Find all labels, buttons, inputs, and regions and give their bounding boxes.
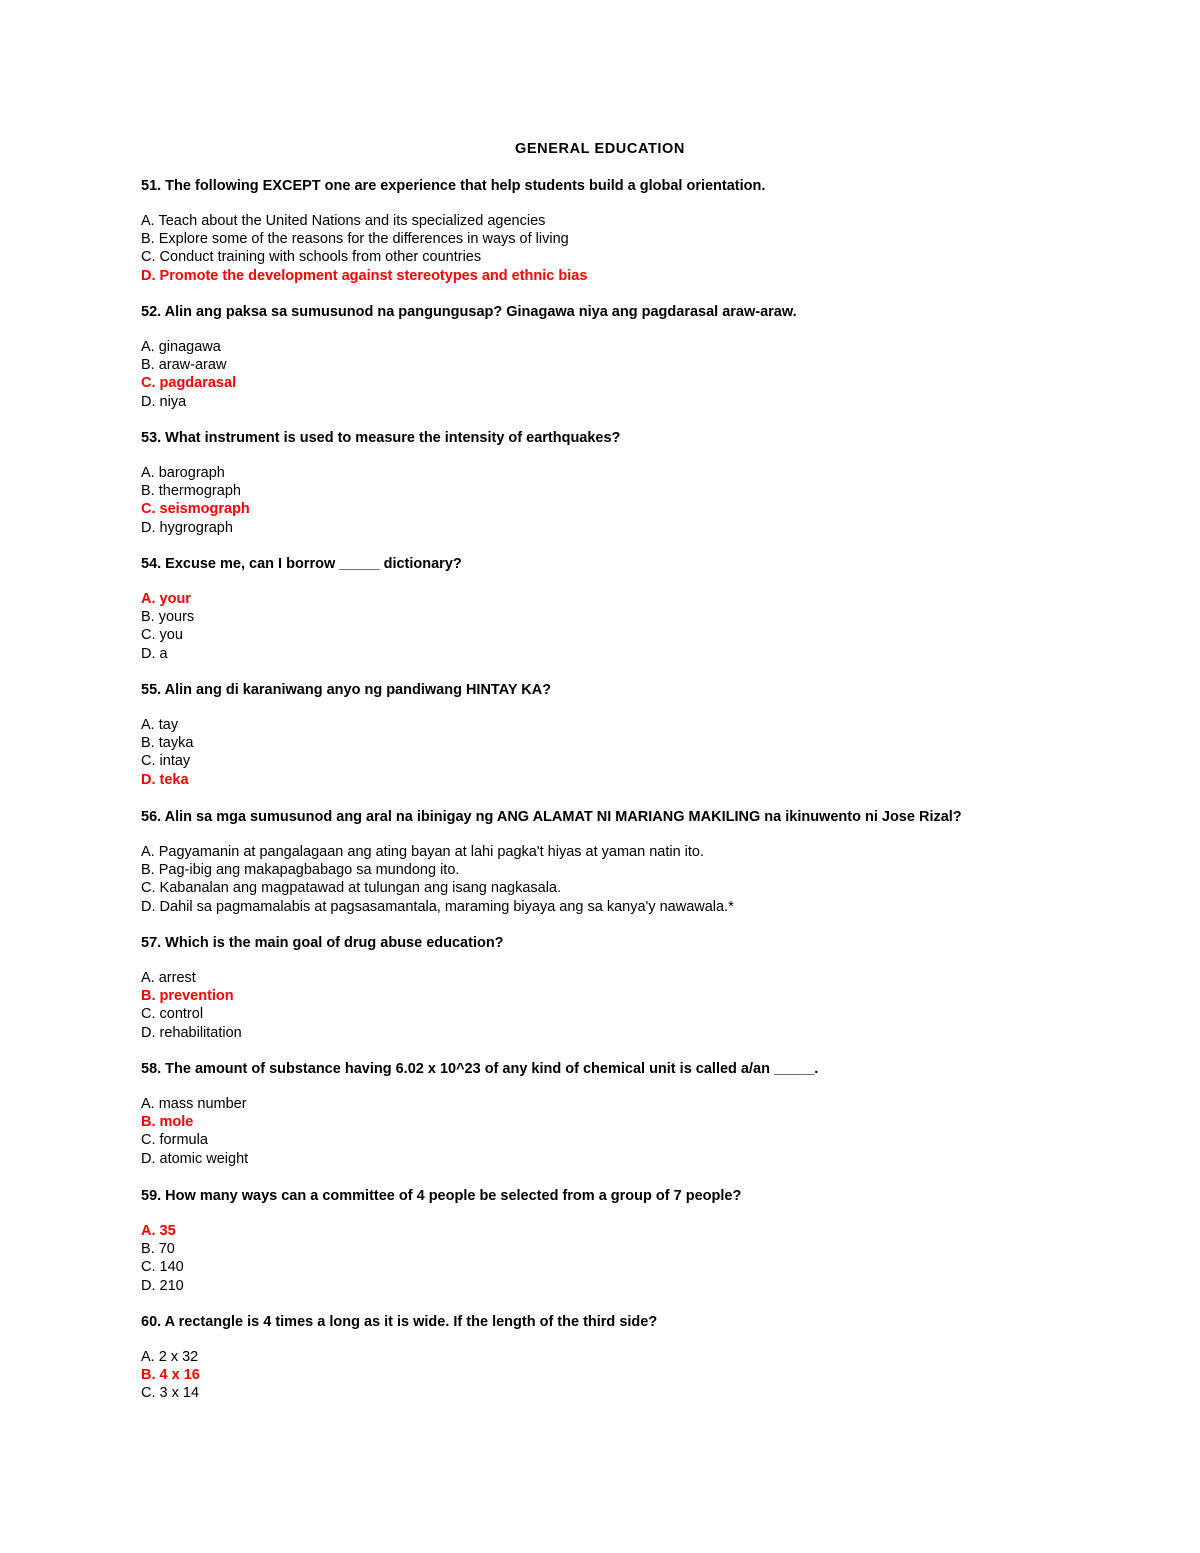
correct-answer-choice: C. pagdarasal [141, 375, 237, 392]
choice-list [141, 464, 1101, 537]
answer-choice: A. Pagyamanin at pangalagaan ang ating bayan at lahi pagka't hiyas at yaman natin ito. [141, 844, 705, 860]
answer-choice: B. Explore some of the reasons for the differences in ways of living [141, 231, 569, 248]
choice-list [141, 1348, 1101, 1403]
question-text: 59. How many ways can a committee of 4 people be selected from a group of 7 people? [141, 1188, 742, 1204]
question-text: 60. A rectangle is 4 times a long as it is wide. If the length of the third side? [141, 1314, 658, 1330]
correct-answer-choice: D. Promote the development against stereotypes and ethnic bias [141, 267, 588, 284]
answer-choice: C. you [141, 627, 183, 644]
question-text: 56. Alin sa mga sumusunod ang aral na ibinigay ng ANG ALAMAT NI MARIANG MAKILING na ikinuwento ni Jose Rizal? [141, 809, 962, 825]
answer-choice: A. tay [141, 717, 179, 733]
question-block [141, 933, 1101, 1042]
correct-answer-choice: B. mole [141, 1114, 194, 1131]
question-block [141, 302, 1101, 411]
answer-choice: A. arrest [141, 970, 196, 986]
choice-list [141, 338, 1101, 411]
answer-choice: A. Teach about the United Nations and its specialized agencies [141, 213, 546, 229]
answer-choice: C. formula [141, 1132, 208, 1149]
question-block [141, 1186, 1101, 1295]
page-title: GENERAL EDUCATION [515, 141, 685, 157]
question-text: 57. Which is the main goal of drug abuse education? [141, 935, 504, 951]
correct-answer-choice: B. 4 x 16 [141, 1367, 200, 1384]
answer-choice: D. hygrograph [141, 519, 233, 536]
choice-list [141, 969, 1101, 1042]
answer-choice: B. yours [141, 609, 195, 626]
question-block [141, 428, 1101, 537]
question-text: 58. The amount of substance having 6.02 x 10^23 of any kind of chemical unit is called a/an _____. [141, 1061, 819, 1077]
answer-choice: B. Pag-ibig ang makapagbabago sa mundong ito. [141, 862, 460, 879]
correct-answer-choice: A. your [141, 591, 191, 607]
answer-choice: D. rehabilitation [141, 1024, 242, 1041]
choice-list [141, 843, 1101, 916]
answer-choice: C. control [141, 1006, 204, 1023]
question-block [141, 176, 1101, 285]
answer-choice: A. 2 x 32 [141, 1349, 199, 1365]
choice-list [141, 590, 1101, 663]
choice-list [141, 1222, 1101, 1295]
correct-answer-choice: A. 35 [141, 1223, 176, 1239]
answer-choice: C. intay [141, 753, 191, 770]
question-text: 53. What instrument is used to measure the intensity of earthquakes? [141, 430, 621, 446]
answer-choice: A. barograph [141, 465, 225, 481]
correct-answer-choice: C. seismograph [141, 501, 250, 518]
answer-choice: B. araw-araw [141, 357, 227, 374]
answer-choice: D. atomic weight [141, 1150, 249, 1167]
answer-choice: B. tayka [141, 735, 194, 752]
question-block [141, 1312, 1101, 1403]
question-block [141, 554, 1101, 663]
answer-choice: D. niya [141, 393, 187, 410]
answer-choice: C. 3 x 14 [141, 1385, 200, 1402]
answer-choice: D. Dahil sa pagmamalabis at pagsasamantala, maraming biyaya ang sa kanya'y nawawala.* [141, 898, 734, 915]
question-block [141, 1059, 1101, 1168]
choice-list [141, 212, 1101, 285]
question-text: 52. Alin ang paksa sa sumusunod na pangungusap? Ginagawa niya ang pagdarasal araw-araw. [141, 304, 797, 320]
answer-choice: B. 70 [141, 1241, 175, 1258]
answer-choice: A. ginagawa [141, 339, 221, 355]
question-text: 51. The following EXCEPT one are experience that help students build a global orientation. [141, 178, 766, 194]
correct-answer-choice: B. prevention [141, 988, 234, 1005]
question-block [141, 680, 1101, 789]
question-block [141, 807, 1101, 916]
answer-choice: C. Kabanalan ang magpatawad at tulungan ang isang nagkasala. [141, 880, 562, 897]
question-text: 54. Excuse me, can I borrow _____ dictionary? [141, 556, 462, 572]
answer-choice: D. a [141, 645, 168, 662]
choice-list [141, 716, 1101, 789]
choice-list [141, 1095, 1101, 1168]
answer-choice: A. mass number [141, 1096, 247, 1112]
answer-choice: C. Conduct training with schools from other countries [141, 249, 482, 266]
answer-choice: B. thermograph [141, 483, 241, 500]
answer-choice: C. 140 [141, 1259, 184, 1276]
question-text: 55. Alin ang di karaniwang anyo ng pandiwang HINTAY KA? [141, 682, 552, 698]
correct-answer-choice: D. teka [141, 771, 189, 788]
answer-choice: D. 210 [141, 1277, 184, 1294]
